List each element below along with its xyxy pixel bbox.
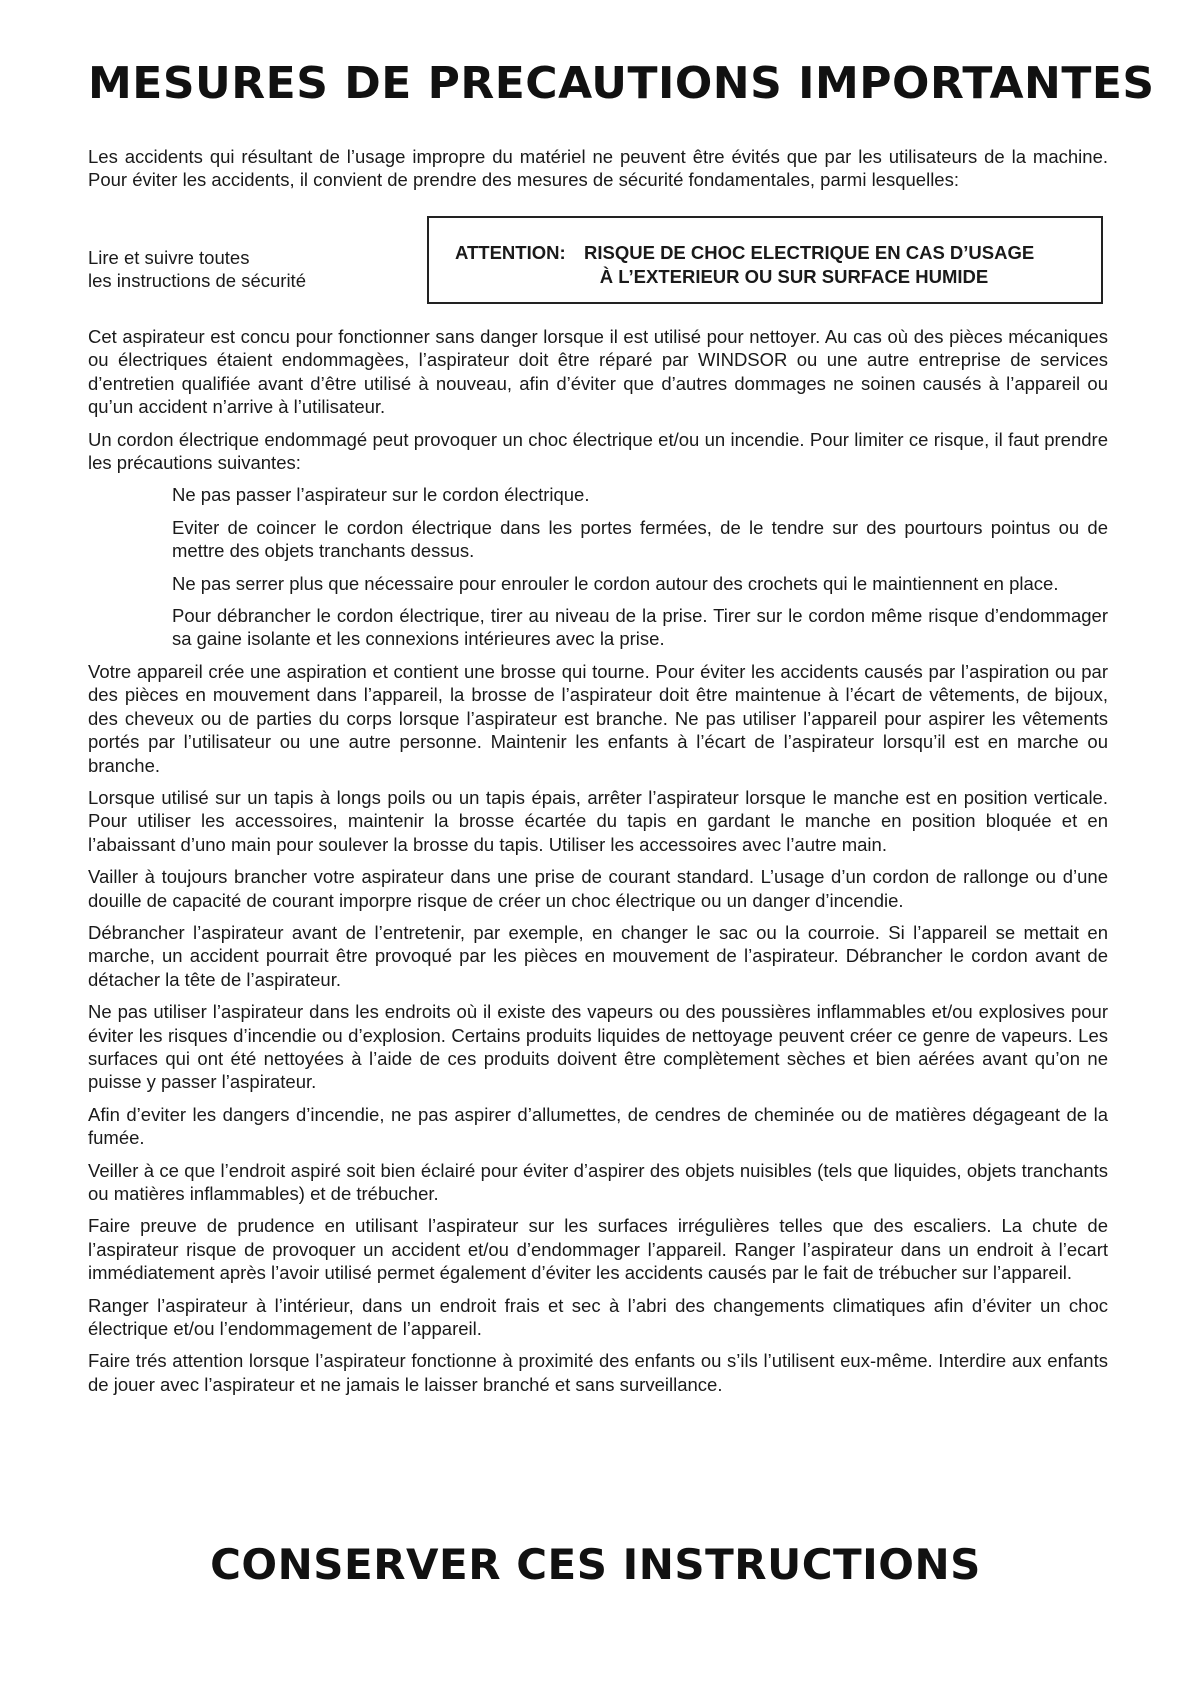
paragraph-repair: Cet aspirateur est concu pour fonctionner sans danger lorsque il est utilisé pour nettoyer. Au cas où des pièces mécaniques ou électriques étaient endommagèes, l’aspirateur doit être réparé par WINDSOR ou une autre entreprise de services d’entretien qualifiée avant d’être utilisé à nouveau, afin d’éviter que d’autres dommages ne soinen causés à l’appareil ou qu’un accident n’arrive à l’utilisateur. — [88, 326, 1108, 418]
paragraph-flammable: Ne pas utiliser l’aspirateur dans les endroits où il existe des vapeurs ou des poussières inflammables et/ou explosives pour éviter les risques d’incendie ou d’explosion. Certains produits liquides de nettoyage peuvent créer ce genre de vapeurs. Les surfaces qui ont été nettoyées à l’aide de ces produits doivent être complètement sèches et bien aérées avant qu’on ne puisse y passer l’aspirateur. — [88, 1001, 1108, 1093]
paragraph-outlet: Vailler à toujours brancher votre aspirateur dans une prise de courant standard. L’usage d’un cordon de rallonge ou d’une douille de capacité de courant imporpre risque de créer un choc électrique ou un danger d’incendie. — [88, 866, 1108, 911]
read-instructions-line-2: les instructions de sécurité — [88, 270, 306, 291]
safety-instructions-body — [88, 325, 1108, 1405]
cord-precaution-item: Ne pas passer l’aspirateur sur le cordon électrique. — [172, 484, 590, 506]
paragraph-brush: Votre appareil crée une aspiration et contient une brosse qui tourne. Pour éviter les accidents causés par l’aspiration ou par des pièces en mouvement dans l’appareil, la brosse de l’aspirateur doit être maintenue à l’écart de vêtements, de bijoux, des cheveux ou de parties du corps lorsque l’aspirateur est branche. Ne pas utiliser l’appareil pour aspirer les vêtements portés par l’utilisateur ou une autre personne. Maintenir les enfants à l’écart de l’aspirateur lorsqu’il est en marche ou branche. — [88, 660, 1108, 776]
paragraph-children: Faire trés attention lorsque l’aspirateur fonctionne à proximité des enfants ou s’ils l’utilisent eux-même. Interdire aux enfants de jouer avec l’aspirateur et ne jamais le laisser branché et sans surveillance. — [88, 1350, 1108, 1395]
attention-label: ATTENTION: — [455, 242, 566, 263]
paragraph-cord-risk: Un cordon électrique endommagé peut provoquer un choc électrique et/ou un incendie. Pour limiter ce risque, il faut prendre les précautions suivantes: — [88, 428, 1108, 474]
cord-precaution-item: Ne pas serrer plus que nécessaire pour enrouler le cordon autour des crochets qui le maintiennent en place. — [172, 572, 1059, 594]
attention-text-line-1: RISQUE DE CHOC ELECTRIQUE EN CAS D’USAGE — [584, 242, 1035, 263]
paragraph-stairs: Faire preuve de prudence en utilisant l’aspirateur sur les surfaces irrégulières telles que des escaliers. La chute de l’aspirateur risque de provoquer un accident et/ou d’endommager l’appareil. Ranger l’aspirateur dans un endroit à l’ecart immédiatement après l’avoir utilisé permet également d’éviter les accidents causés par le fait de trébucher sur l’appareil. — [88, 1215, 1108, 1284]
paragraph-storage: Ranger l’aspirateur à l’intérieur, dans un endroit frais et sec à l’abri des changements climatiques afin d’éviter un choc électrique et/ou l’endommagement de l’appareil. — [88, 1294, 1108, 1340]
cord-precaution-item: Pour débrancher le cordon électrique, tirer au niveau de la prise. Tirer sur le cordon même risque d’endommager sa gaine isolante et les connexions intérieures avec la prise. — [172, 605, 1108, 650]
cord-precaution-item: Eviter de coincer le cordon électrique dans les portes fermées, de le tendre sur des pourtours pointus ou de mettre des objets tranchants dessus. — [172, 516, 1108, 562]
intro-paragraph: Les accidents qui résultant de l’usage impropre du matériel ne peuvent être évités que par les utilisateurs de la machine. Pour éviter les accidents, il convient de prendre des mesures de sécurité fondamentales, parmi lesquelles: — [88, 146, 1108, 190]
paragraph-fire: Afin d’eviter les dangers d’incendie, ne pas aspirer d’allumettes, de cendres de cheminée ou de matières dégageant de la fumée. — [88, 1103, 1108, 1149]
footer-title: CONSERVER CES INSTRUCTIONS — [210, 1540, 981, 1589]
page-title: MESURES DE PRECAUTIONS IMPORTANTES — [88, 58, 1155, 109]
paragraph-carpet: Lorsque utilisé sur un tapis à longs poils ou un tapis épais, arrêter l’aspirateur lorsque le manche est en position verticale. Pour utiliser les accessoires, maintenir la brosse écartée du tapis en gardant le manche en position bloquée et en l’abaissant d’uno main pour soulever la brosse du tapis. Utiliser les accessoires avec l’autre main. — [88, 786, 1108, 855]
read-instructions-line-1: Lire et suivre toutes — [88, 247, 250, 268]
attention-warning-box — [427, 216, 1103, 304]
attention-text-line-2: À L’EXTERIEUR OU SUR SURFACE HUMIDE — [599, 266, 989, 287]
read-instructions-note — [88, 246, 388, 292]
paragraph-unplug: Débrancher l’aspirateur avant de l’entretenir, par exemple, en changer le sac ou la courroie. Si l’appareil se mettait en marche, un accident pourrait être provoqué par les pièces en mouvement de l’aspirateur. Débrancher le cordon avant de détacher la tête de l’aspirateur. — [88, 921, 1108, 990]
paragraph-lighting: Veiller à ce que l’endroit aspiré soit bien éclairé pour éviter d’aspirer des objets nuisibles (tels que liquides, objets tranchants ou matières inflammables) et de trébucher. — [88, 1159, 1108, 1204]
